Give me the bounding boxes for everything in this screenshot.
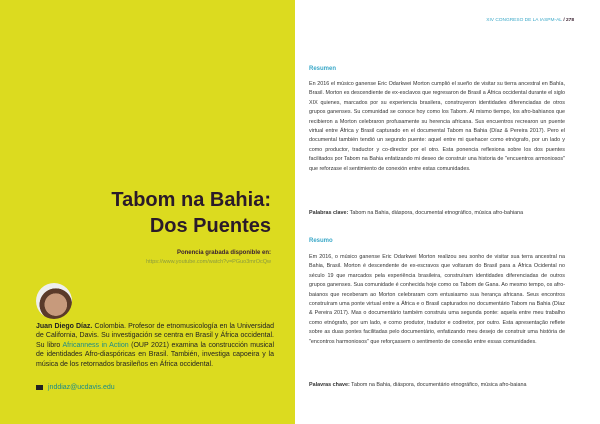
page-title xyxy=(111,187,271,239)
title-line-2: Dos Puentes xyxy=(149,215,271,237)
keywords-text: Tabom na Bahia, diáspora, documentário etnográfico, música afro-baiana xyxy=(349,382,527,388)
resumen-heading: Resumen xyxy=(309,66,337,72)
title-line-1: Tabom na Bahia: xyxy=(111,189,271,211)
running-header xyxy=(486,18,574,23)
book-link[interactable]: Africanness in Action xyxy=(62,341,129,349)
congress-name: XIV CONGRESO DE LA IASPM-AL xyxy=(486,18,562,23)
keywords-text: Tabom na Bahia, diáspora, documental etnográfico, música afro-bahiana xyxy=(348,210,524,216)
bio-text-a: Colombia. Profesor de etnomusicología en la Universidad de California, Davis. Su investigación se centra en Brasil y África occidental. Su libro xyxy=(36,323,275,349)
author-avatar xyxy=(36,283,72,319)
author-name: Juan Diego Díaz. xyxy=(36,323,93,330)
keywords-label: Palavras chave: xyxy=(309,382,350,388)
keywords-label: Palabras clave: xyxy=(309,210,349,216)
left-panel xyxy=(0,0,295,424)
resumo-keywords xyxy=(309,382,526,388)
author-bio xyxy=(36,322,274,369)
resumen-keywords xyxy=(309,210,523,216)
resumen-text: En 2016 el músico ganense Eric Odarkwei Morton cumplió el sueño de visitar su tierra ancestral en Bahía, Brasil. Morton es descendiente de ex-esclavos que regresaron de Brasil a África occidental durante el siglo XIX quienes, marcados por su experiencia brasilera, construyeron identidades diferenciadas de otros grupos ganenses. Su comunidad se conoce hoy como los Tabom. Al mismo tiempo, los afro-bahianos que recibieron a Morton celebraron profusamente su herencia africana. Sus encuentros recrearon un puente virtual entre África y Brasil capturado en el documental Tabom na Bahia (Díaz & Pereira 2017). Pero el documental también tendió un segundo puente: aquel entre mi quehacer como etnógrafo, por un lado y como productor, traductor y co-director por el otro. Esta ponencia reflexiona sobre los dos puentes facilitados por Tabom na Bahia enfatizando mi deseo de construir una historia de "encuentros armoniosos" que reforzase el sentimiento de conexión entre estas comunidades. xyxy=(309,81,565,172)
recording-label: Ponencia grabada disponible en: xyxy=(176,250,271,256)
envelope-icon xyxy=(36,385,43,390)
resumo-heading: Resumo xyxy=(309,238,333,244)
resumo-text: Em 2016, o músico ganense Eric Odarkwei Morton realizou seu sonho de visitar sua terra ancestral na Bahia, Brasil. Morton é descendente de ex-escravos que voltaram do Brasil para a África Ocidental no século 19 que marcados pela experiência brasileira, construíram identidades diferenciadas de outros grupos ganenses. Sua comunidade é conhecida hoje como os Tabom de Gana. Ao mesmo tempo, os afro-baianos que receberam ao Morton celebraram com entusiasmo sua herança africana. Seus encontros construíram uma ponte virtual entre a África e o Brasil capturados no documentário Tabom na Bahia (Díaz & Pereira 2017). Mas o documentário também construiu uma segunda ponte: aquela entre meu trabalho como etnógrafo, por um lado, e como produtor, tradutor e codiretor, por outro. Esta apresentação reflete sobre as duas pontes facilitadas pelo documentário, enfatizando meu desejo de construir uma história de "encontros harmoniosos" que reforçassem o sentimento de conexão entre essas comunidades. xyxy=(309,254,565,345)
bio-text-b: (OUP 2021) examina la construcción musical de identidades Afro-diaspóricas en Brasil. También, investiga capoeira y la música de los retornados brasileños en África occidental. xyxy=(36,341,274,368)
right-panel xyxy=(295,0,600,424)
author-email[interactable] xyxy=(36,384,115,391)
header-separator: / xyxy=(561,18,566,23)
recording-link[interactable]: https://www.youtube.com/watch?v=PGuo3mrOcQw xyxy=(146,259,271,265)
page-number: 278 xyxy=(565,18,574,23)
email-link[interactable]: jnddiaz@ucdavis.edu xyxy=(48,384,115,391)
